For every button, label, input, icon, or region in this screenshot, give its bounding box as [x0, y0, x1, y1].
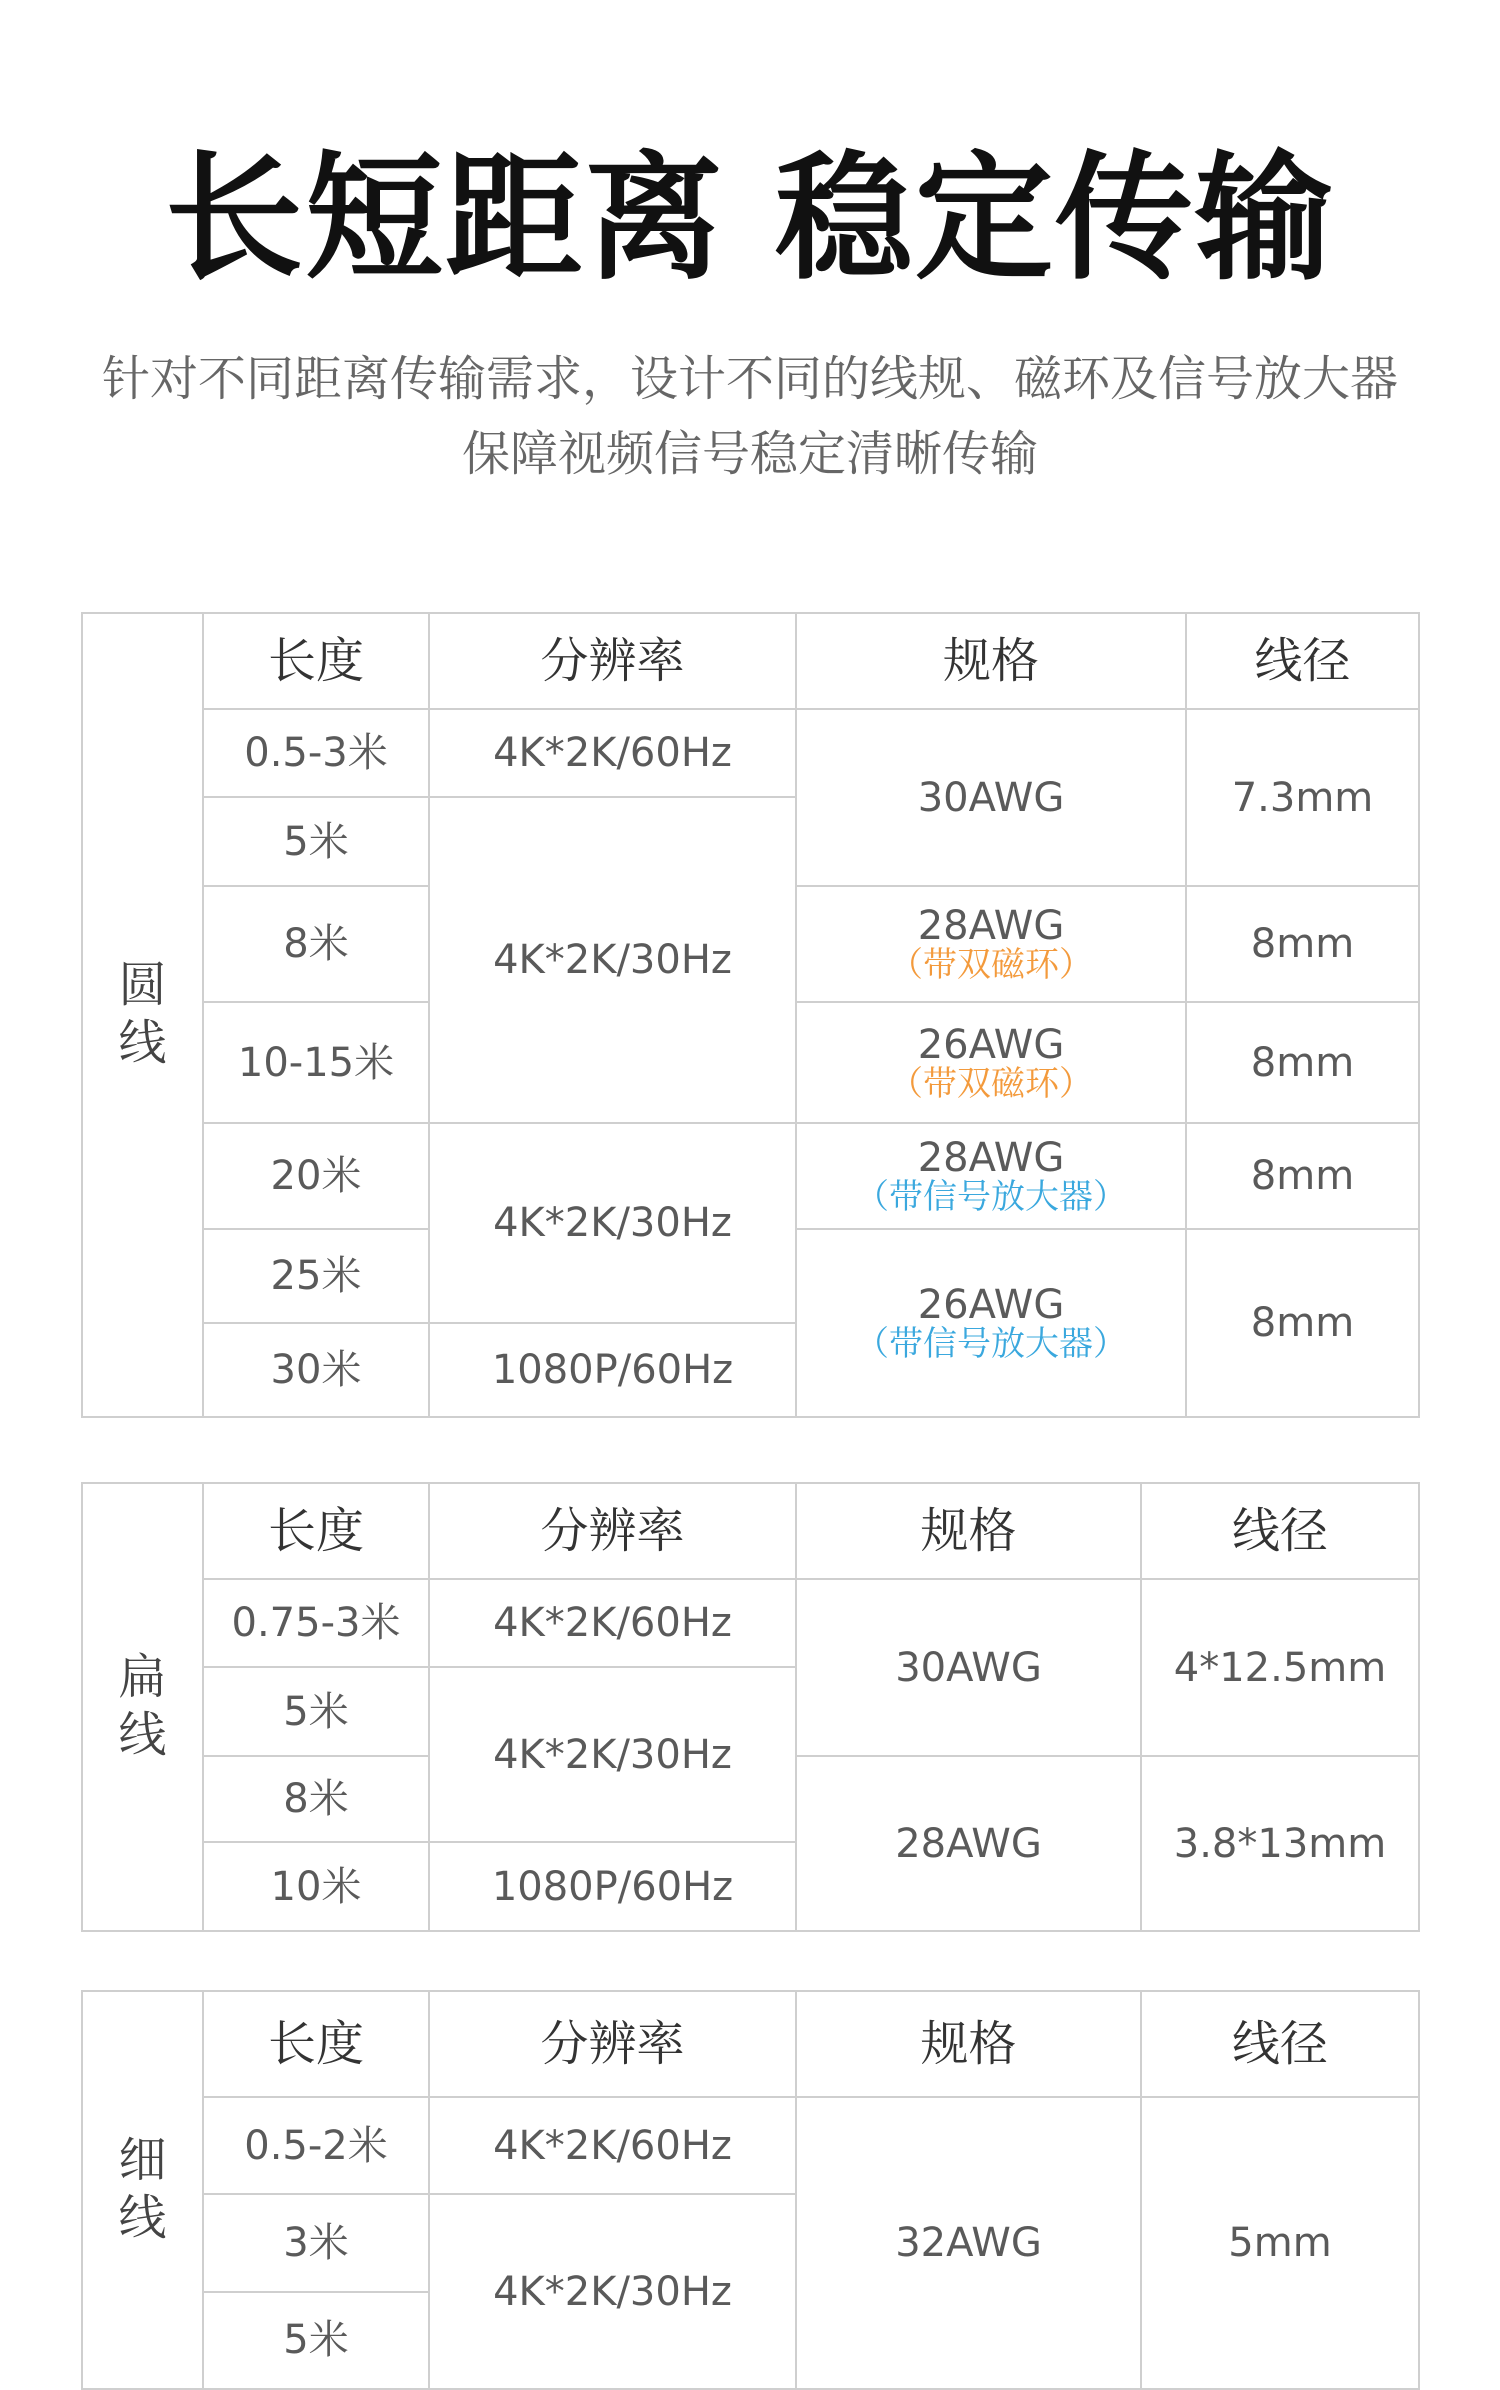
thin-cable-spec-table: [81, 1990, 1420, 2390]
header-resolution: 分辨率: [429, 613, 796, 709]
spec-note-amplifier: （带信号放大器）: [855, 1324, 1127, 1365]
resolution-cell: 4K*2K/30Hz: [429, 1667, 796, 1842]
spec-value: 26AWG: [917, 1282, 1065, 1329]
spec-note-ferrite: （带双磁环）: [889, 1063, 1093, 1104]
cable-type-char-1: 扁: [118, 1649, 167, 1706]
header-diameter: 线径: [1186, 613, 1419, 709]
diameter-cell: 3.8*13mm: [1141, 1756, 1419, 1931]
resolution-cell: 4K*2K/30Hz: [429, 2194, 796, 2389]
spec-value: 28AWG: [917, 1135, 1065, 1182]
length-cell: 10-15米: [203, 1002, 429, 1123]
cable-type-char-2: 线: [118, 1707, 167, 1763]
resolution-cell: 4K*2K/60Hz: [429, 709, 796, 797]
resolution-cell: 4K*2K/60Hz: [429, 2097, 796, 2194]
header-spec: 规格: [796, 613, 1186, 709]
spec-cell: 28AWG: [796, 1756, 1141, 1931]
header-spec: 规格: [796, 1483, 1141, 1579]
header-length: 长度: [203, 613, 429, 709]
header-diameter: 线径: [1141, 1991, 1419, 2097]
length-cell: 3米: [203, 2194, 429, 2291]
spec-cell: 32AWG: [796, 2097, 1141, 2389]
spec-cell: 30AWG: [796, 1579, 1141, 1756]
length-cell: 20米: [203, 1123, 429, 1229]
cable-type-char-1: 圆: [118, 957, 167, 1014]
spec-note-amplifier: （带信号放大器）: [855, 1177, 1127, 1218]
page-title: 长短距离 稳定传输: [164, 138, 1336, 299]
spec-note-ferrite: （带双磁环）: [889, 945, 1093, 986]
diameter-cell: 8mm: [1186, 886, 1419, 1002]
cable-type-char-2: 线: [118, 2190, 167, 2246]
cable-type-cell: [82, 1991, 203, 2389]
header-resolution: 分辨率: [429, 1991, 796, 2097]
diameter-cell: 8mm: [1186, 1123, 1419, 1229]
diameter-cell: 8mm: [1186, 1229, 1419, 1417]
resolution-cell: 4K*2K/30Hz: [429, 797, 796, 1123]
resolution-cell: 4K*2K/30Hz: [429, 1123, 796, 1323]
cable-type-char-1: 细: [118, 2132, 167, 2189]
header-spec: 规格: [796, 1991, 1141, 2097]
length-cell: 5米: [203, 1667, 429, 1756]
resolution-cell: 1080P/60Hz: [429, 1842, 796, 1931]
cable-type-char-2: 线: [118, 1015, 167, 1071]
length-cell: 8米: [203, 1756, 429, 1842]
header-length: 长度: [203, 1991, 429, 2097]
subtitle-line-2: 保障视频信号稳定清晰传输: [461, 426, 1038, 482]
header-diameter: 线径: [1141, 1483, 1419, 1579]
subtitle-line-1: 针对不同距离传输需求，设计不同的线规、磁环及信号放大器: [101, 351, 1398, 407]
length-cell: 10米: [203, 1842, 429, 1931]
length-cell: 5米: [203, 797, 429, 886]
resolution-cell: 1080P/60Hz: [429, 1323, 796, 1417]
length-cell: 5米: [203, 2292, 429, 2389]
resolution-cell: 4K*2K/60Hz: [429, 1579, 796, 1667]
length-cell: 8米: [203, 886, 429, 1002]
length-cell: 0.75-3米: [203, 1579, 429, 1667]
spec-value: 28AWG: [917, 903, 1065, 950]
header-resolution: 分辨率: [429, 1483, 796, 1579]
length-cell: 30米: [203, 1323, 429, 1417]
length-cell: 0.5-2米: [203, 2097, 429, 2194]
spec-cell: 30AWG: [796, 709, 1186, 886]
diameter-cell: 7.3mm: [1186, 709, 1419, 886]
spec-value: 26AWG: [917, 1021, 1065, 1068]
diameter-cell: 8mm: [1186, 1002, 1419, 1123]
length-cell: 0.5-3米: [203, 709, 429, 797]
length-cell: 25米: [203, 1229, 429, 1323]
header-length: 长度: [203, 1483, 429, 1579]
diameter-cell: 4*12.5mm: [1141, 1579, 1419, 1756]
diameter-cell: 5mm: [1141, 2097, 1419, 2389]
